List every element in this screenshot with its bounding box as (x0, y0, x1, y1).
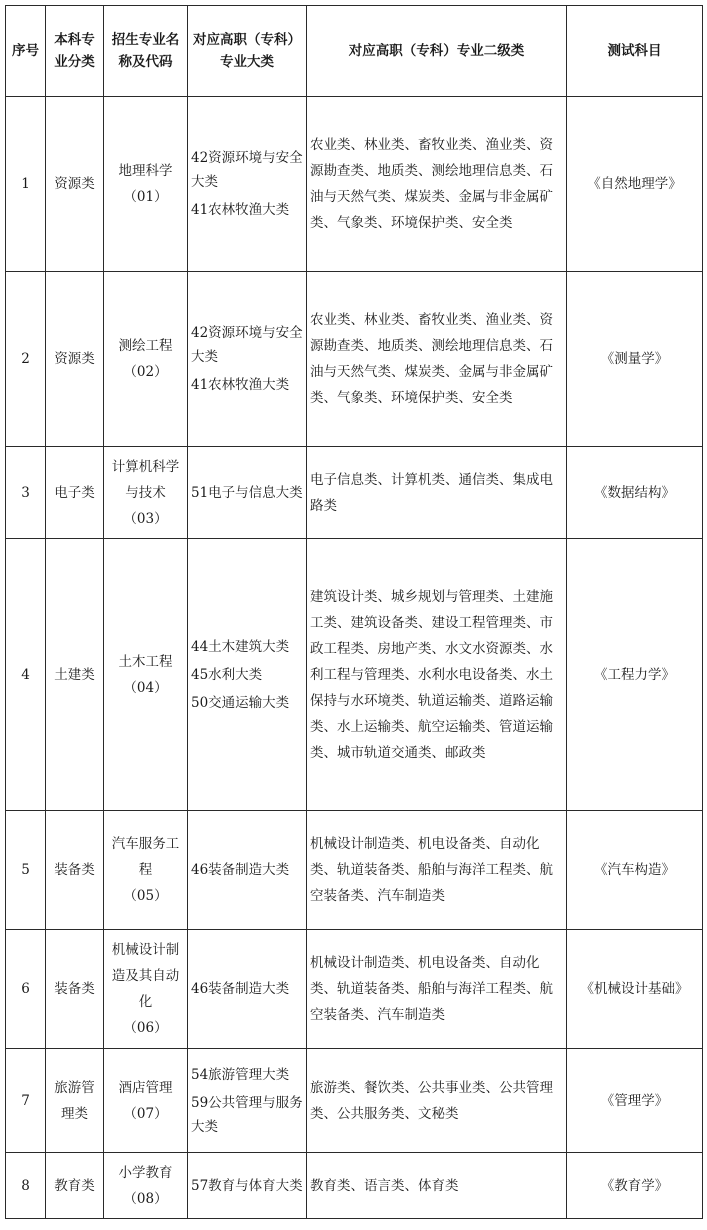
major-code: （05） (123, 888, 168, 904)
header-exam-subject: 测试科目 (567, 6, 703, 97)
cell-vocational-major-category (188, 447, 307, 539)
cell-vocational-subcategory: 农业类、林业类、畜牧业类、渔业类、资源勘查类、地质类、测绘地理信息类、石油与天然气类、煤炭类、金属与非金属矿类、气象类、环境保护类、安全类 (307, 272, 567, 447)
cell-vocational-major-category (188, 1153, 307, 1219)
cell-vocational-major-category (188, 97, 307, 272)
cell-exam-subject: 《测量学》 (567, 272, 703, 447)
cell-exam-subject: 《机械设计基础》 (567, 930, 703, 1049)
cell-major (104, 447, 188, 539)
vocational-major-category: 50交通运输大类 (191, 694, 290, 711)
cell-seq: 8 (6, 1153, 46, 1219)
cell-category: 电子类 (46, 447, 104, 539)
vocational-major-category: 46装备制造大类 (191, 981, 290, 997)
vocational-major-category: 42资源环境与安全大类 (191, 150, 303, 190)
cell-seq: 3 (6, 447, 46, 539)
cell-vocational-major-category (188, 539, 307, 811)
cell-major (104, 97, 188, 272)
major-name: 酒店管理 (118, 1079, 173, 1096)
table-row (6, 811, 703, 930)
major-code: （01） (123, 189, 168, 205)
table-row (6, 97, 703, 272)
cell-exam-subject: 《汽车构造》 (567, 811, 703, 930)
cell-seq: 4 (6, 539, 46, 811)
table-row (6, 930, 703, 1049)
vocational-major-category: 44土木建筑大类 (191, 638, 290, 655)
cell-exam-subject: 《自然地理学》 (567, 97, 703, 272)
cell-category: 土建类 (46, 539, 104, 811)
enrollment-table (5, 5, 703, 1219)
major-code: （06） (123, 1020, 168, 1036)
cell-major (104, 811, 188, 930)
cell-seq: 6 (6, 930, 46, 1049)
cell-category: 资源类 (46, 97, 104, 272)
cell-seq: 2 (6, 272, 46, 447)
major-name: 机械设计制造及其自动化 (111, 942, 180, 1010)
cell-vocational-subcategory: 机械设计制造类、机电设备类、自动化类、轨道装备类、船舶与海洋工程类、航空装备类、汽车制造类 (307, 811, 567, 930)
cell-exam-subject: 《教育学》 (567, 1153, 703, 1219)
cell-major (104, 272, 188, 447)
vocational-major-category: 59公共管理与服务大类 (191, 1094, 303, 1135)
major-name: 测绘工程 (118, 338, 173, 354)
vocational-major-category: 45水利大类 (191, 666, 263, 683)
cell-vocational-major-category (188, 272, 307, 447)
cell-vocational-major-category (188, 930, 307, 1049)
header-major: 招生专业名称及代码 (104, 6, 188, 97)
header-seq: 序号 (6, 6, 46, 97)
header-vocational-subcategory: 对应高职（专科）专业二级类 (307, 6, 567, 97)
cell-exam-subject: 《管理学》 (567, 1049, 703, 1153)
major-code: （04） (123, 679, 168, 696)
cell-vocational-major-category (188, 1049, 307, 1153)
cell-category: 装备类 (46, 930, 104, 1049)
vocational-major-category: 46装备制造大类 (191, 862, 290, 878)
major-name: 计算机科学与技术 (111, 458, 180, 501)
header-category: 本科专业分类 (46, 6, 104, 97)
major-code: （03） (123, 510, 168, 527)
cell-exam-subject: 《数据结构》 (567, 447, 703, 539)
cell-vocational-subcategory: 电子信息类、计算机类、通信类、集成电路类 (307, 447, 567, 539)
cell-category: 教育类 (46, 1153, 104, 1219)
major-name: 汽车服务工程 (111, 836, 180, 878)
vocational-major-category: 41农林牧渔大类 (191, 377, 290, 393)
major-code: （07） (123, 1105, 168, 1122)
cell-category: 装备类 (46, 811, 104, 930)
table-row (6, 539, 703, 811)
cell-major (104, 1153, 188, 1219)
major-code: （02） (123, 364, 168, 380)
cell-major (104, 539, 188, 811)
header-vocational-major-category: 对应高职（专科）专业大类 (188, 6, 307, 97)
cell-category: 资源类 (46, 272, 104, 447)
cell-seq: 5 (6, 811, 46, 930)
vocational-major-category: 42资源环境与安全大类 (191, 325, 303, 365)
vocational-major-category: 54旅游管理大类 (191, 1066, 290, 1083)
vocational-major-category: 41农林牧渔大类 (191, 202, 290, 218)
vocational-major-category: 57教育与体育大类 (191, 1177, 303, 1194)
table-row (6, 1049, 703, 1153)
cell-vocational-major-category (188, 811, 307, 930)
cell-vocational-subcategory: 旅游类、餐饮类、公共事业类、公共管理类、公共服务类、文秘类 (307, 1049, 567, 1153)
cell-vocational-subcategory: 建筑设计类、城乡规划与管理类、土建施工类、建筑设备类、建设工程管理类、市政工程类、房地产类、水文水资源类、水利工程与管理类、水利水电设备类、水土保持与水环境类、轨道运输类、道路运输类、水上运输类、航空运输类、管道运输类、城市轨道交通类、邮政类 (307, 539, 567, 811)
table-row (6, 447, 703, 539)
cell-seq: 7 (6, 1049, 46, 1153)
cell-vocational-subcategory: 机械设计制造类、机电设备类、自动化类、轨道装备类、船舶与海洋工程类、航空装备类、汽车制造类 (307, 930, 567, 1049)
cell-seq: 1 (6, 97, 46, 272)
major-name: 土木工程 (118, 653, 173, 670)
cell-major (104, 930, 188, 1049)
cell-major (104, 1049, 188, 1153)
header-row (6, 6, 703, 97)
table-row (6, 1153, 703, 1219)
major-name: 小学教育 (118, 1164, 173, 1181)
cell-vocational-subcategory: 农业类、林业类、畜牧业类、渔业类、资源勘查类、地质类、测绘地理信息类、石油与天然气类、煤炭类、金属与非金属矿类、气象类、环境保护类、安全类 (307, 97, 567, 272)
major-code: （08） (123, 1190, 168, 1207)
cell-exam-subject: 《工程力学》 (567, 539, 703, 811)
table-row (6, 272, 703, 447)
vocational-major-category: 51电子与信息大类 (191, 484, 303, 501)
cell-vocational-subcategory: 教育类、语言类、体育类 (307, 1153, 567, 1219)
major-name: 地理科学 (118, 163, 173, 179)
cell-category: 旅游管理类 (46, 1049, 104, 1153)
